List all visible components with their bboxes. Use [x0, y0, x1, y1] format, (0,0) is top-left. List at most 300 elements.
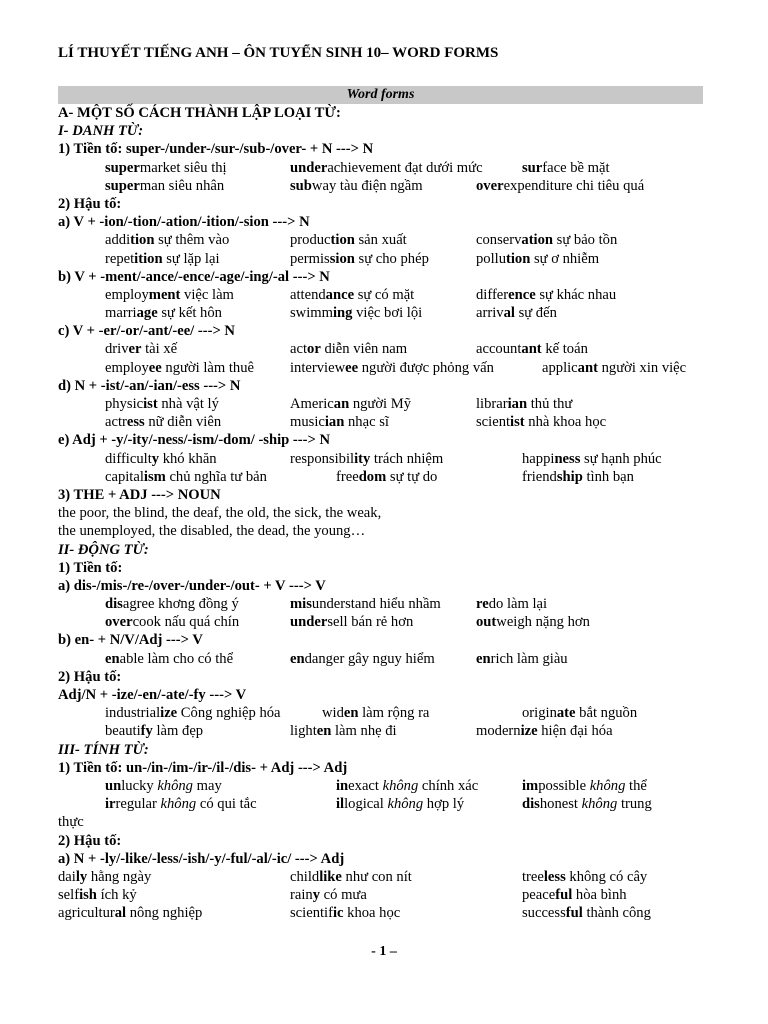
affix-bold: super — [105, 159, 140, 176]
word-rest: lucky — [121, 777, 158, 794]
word-rest: tài xế — [141, 341, 178, 358]
word-stem: repet — [105, 250, 135, 267]
affix-bold: tion — [130, 232, 155, 249]
page-number: - 1 – — [371, 944, 397, 959]
affix-bold: fy — [140, 723, 153, 740]
word-stem: self — [58, 887, 80, 904]
word-rest: hiện đại hóa — [537, 723, 613, 740]
example-cell — [290, 159, 483, 177]
example-cell — [105, 231, 229, 249]
word-rest: có mưa — [320, 887, 367, 904]
rule-heading: b) V + -ment/-ance/-ence/-age/-ing/-al ---> N — [58, 268, 330, 285]
word-rest: tình bạn — [582, 468, 634, 485]
affix-bold: ence — [508, 286, 536, 303]
word-rest: ích kỷ — [96, 887, 137, 904]
word-stem: conserv — [476, 232, 522, 249]
example-row — [58, 177, 703, 195]
affix-bold: ition — [134, 250, 163, 267]
example-cell — [322, 704, 429, 722]
affix-bold: ess — [126, 414, 145, 431]
word-stem: child — [290, 868, 320, 885]
affix-bold: an — [333, 396, 350, 412]
affix-bold: super — [105, 177, 140, 194]
example-cell — [105, 704, 281, 722]
affix-bold: in — [336, 777, 349, 794]
rule-heading: a) V + -ion/-tion/-ation/-ition/-sion ---> N — [58, 214, 310, 231]
rule-heading: 2) Hậu tố: — [58, 832, 122, 849]
word-rest: việc bơi lội — [352, 305, 423, 322]
word-stem: employ — [105, 359, 149, 376]
word-rest: honest — [539, 796, 582, 813]
affix-bold: over — [105, 614, 133, 631]
example-cell — [290, 250, 429, 268]
affix-bold: ir — [105, 796, 116, 813]
word-stem: applic — [542, 359, 578, 376]
word-stem: agricultur — [58, 905, 115, 922]
body-text: the poor, the blind, the deaf, the old, the sick, the weak, — [58, 505, 382, 522]
word-rest: người làm thuê — [161, 359, 254, 376]
word-rest: làm rộng ra — [358, 705, 430, 722]
example-row — [58, 904, 703, 922]
rule-heading: a) N + -ly/-like/-less/-ish/-y/-ful/-al/-ic/ ---> Adj — [58, 850, 345, 867]
word-rest: way tàu điện ngầm — [311, 177, 423, 194]
affix-bold: under — [290, 614, 328, 631]
example-cell — [476, 177, 644, 195]
word-rest: market siêu thị — [139, 159, 227, 176]
word-rest: able làm cho có thể — [119, 650, 234, 667]
word-rest: cook nấu quá chín — [132, 614, 240, 631]
body-text: thực — [58, 814, 84, 831]
word-rest: do làm lại — [488, 596, 548, 613]
word-rest: làm nhẹ đi — [331, 723, 397, 740]
word-stem: driv — [105, 341, 129, 358]
example-cell — [58, 886, 137, 904]
word-rest: người được phỏng vấn — [358, 359, 494, 376]
meaning-rest: thể — [625, 777, 647, 794]
word-rest: hằng ngày — [87, 868, 152, 885]
example-cell — [522, 886, 627, 904]
meaning-rest: may — [192, 777, 222, 794]
word-stem: success — [522, 905, 566, 922]
example-row — [58, 231, 703, 249]
affix-bold: en — [316, 723, 332, 740]
example-cell — [290, 340, 407, 358]
word-rest: kế toán — [541, 341, 588, 358]
example-cell — [476, 340, 588, 358]
example-cell — [522, 159, 610, 177]
word-rest: sự kết hôn — [157, 305, 222, 322]
affix-bold: ment — [148, 286, 181, 303]
word-rest: agree khơng đồng ý — [122, 596, 239, 613]
affix-bold: ing — [332, 305, 353, 322]
example-cell — [105, 650, 233, 668]
affix-bold: or — [307, 341, 321, 358]
word-stem: scient — [476, 414, 511, 431]
word-stem: free — [336, 468, 359, 485]
example-cell — [105, 777, 222, 795]
example-cell — [105, 359, 254, 377]
example-cell — [290, 722, 397, 740]
word-rest: người Mỹ — [349, 396, 412, 412]
word-rest: nhà vật lý — [157, 396, 219, 412]
affix-bold: er — [128, 341, 142, 358]
example-cell — [522, 904, 651, 922]
word-stem: wid — [322, 705, 344, 722]
word-stem: permis — [290, 250, 330, 267]
affix-bold: un — [105, 777, 122, 794]
section-banner: Word forms — [58, 86, 703, 104]
rule-heading: 2) Hậu tố: — [58, 668, 122, 685]
word-rest: chủ nghĩa tư bản — [165, 468, 267, 485]
example-row — [58, 595, 703, 613]
word-stem: difficult — [105, 450, 152, 467]
affix-bold: al — [114, 905, 127, 922]
example-cell — [105, 613, 239, 631]
example-cell — [290, 359, 494, 377]
example-cell — [290, 450, 443, 468]
word-rest: rich làm giàu — [490, 650, 568, 667]
word-stem: act — [290, 341, 308, 358]
word-stem: capital — [105, 468, 144, 485]
example-row — [58, 468, 703, 486]
word-rest: danger gây nguy hiểm — [304, 650, 435, 667]
affix-bold: ic — [332, 905, 344, 922]
meaning-rest: trung — [617, 796, 652, 813]
example-cell — [105, 340, 177, 358]
word-stem: librar — [476, 396, 508, 412]
word-rest: sự thêm vào — [154, 232, 230, 249]
example-row — [58, 250, 703, 268]
affix-bold: mis — [290, 596, 312, 613]
word-stem: differ — [476, 286, 509, 303]
affix-bold: tion — [506, 250, 531, 267]
meaning-italic: không — [581, 796, 618, 813]
example-cell — [476, 595, 547, 613]
word-stem: tree — [522, 868, 544, 885]
word-stem: interview — [290, 359, 346, 376]
example-row — [58, 722, 703, 740]
word-stem: industrial — [105, 705, 161, 722]
word-rest: thủ thư — [527, 396, 573, 412]
meaning-italic: không — [157, 777, 193, 794]
affix-bold: ian — [324, 414, 345, 431]
meaning-rest: chính xác — [418, 777, 479, 794]
affix-bold: ful — [565, 905, 583, 922]
affix-bold: en — [476, 650, 491, 667]
word-rest: nữ diễn viên — [144, 414, 222, 431]
word-rest: nhạc sĩ — [344, 414, 389, 431]
affix-bold: y — [312, 887, 320, 904]
example-cell — [105, 595, 239, 613]
example-cell — [290, 868, 412, 886]
affix-bold: il — [336, 796, 345, 813]
word-rest: diễn viên nam — [320, 341, 408, 358]
word-stem: light — [290, 723, 317, 740]
example-cell — [542, 359, 686, 377]
affix-bold: less — [543, 868, 566, 885]
example-cell — [476, 395, 572, 413]
word-rest: Công nghiệp hóa — [177, 705, 281, 722]
word-stem: responsibil — [290, 450, 355, 467]
example-row — [58, 704, 703, 722]
example-cell — [522, 450, 662, 468]
affix-bold: ation — [521, 232, 554, 249]
affix-bold: re — [476, 596, 489, 613]
example-cell — [290, 286, 414, 304]
word-stem: friend — [522, 468, 557, 485]
example-cell — [105, 468, 267, 486]
example-cell — [522, 868, 647, 886]
affix-bold: ant — [521, 341, 542, 358]
affix-bold: ness — [554, 450, 581, 467]
example-cell — [476, 613, 590, 631]
example-row — [58, 450, 703, 468]
rule-heading: 1) Tiền tố: un-/in-/im-/ir-/il-/dis- + Adj ---> Adj — [58, 759, 348, 776]
word-rest: sự bảo tồn — [553, 232, 618, 249]
word-stem: arriv — [476, 305, 504, 322]
word-stem: physic — [105, 396, 144, 412]
meaning-rest: hợp lý — [423, 796, 465, 813]
word-rest: regular — [115, 796, 161, 813]
example-cell — [105, 450, 217, 468]
example-cell — [290, 650, 435, 668]
affix-bold: ee — [345, 359, 359, 376]
affix-bold: ism — [143, 468, 166, 485]
word-rest: sự cho phép — [354, 250, 429, 267]
word-rest: logical — [344, 796, 388, 813]
example-row — [58, 777, 703, 795]
rule-heading: 2) Hậu tố: — [58, 195, 122, 212]
example-row — [58, 395, 703, 413]
affix-bold: sub — [290, 177, 312, 194]
word-rest: làm đẹp — [152, 723, 204, 740]
affix-bold: ship — [556, 468, 583, 485]
word-rest: nhà khoa học — [524, 414, 607, 431]
word-rest: người xin việc — [597, 359, 687, 376]
affix-bold: sion — [329, 250, 355, 267]
section-heading-adjectives: III- TÍNH TỪ: — [58, 741, 149, 758]
word-rest: sự khác nhau — [535, 286, 617, 303]
example-cell — [522, 704, 637, 722]
rule-heading: e) Adj + -y/-ity/-ness/-ism/-dom/ -ship ---> N — [58, 432, 331, 449]
affix-bold: en — [290, 650, 305, 667]
section-heading-nouns: I- DANH TỪ: — [58, 123, 144, 140]
example-row — [58, 613, 703, 631]
word-rest: không có cây — [565, 868, 648, 885]
rule-heading: c) V + -er/-or/-ant/-ee/ ---> N — [58, 323, 235, 340]
word-rest: man siêu nhân — [139, 177, 225, 194]
affix-bold: en — [105, 650, 120, 667]
word-stem: origin — [522, 705, 557, 722]
word-stem: marri — [105, 305, 137, 322]
affix-bold: ize — [160, 705, 178, 722]
word-rest: sell bán rẻ hơn — [327, 614, 414, 631]
word-rest: achievement đạt dưới mức — [327, 159, 483, 176]
example-cell — [290, 886, 367, 904]
affix-bold: ist — [143, 396, 158, 412]
word-stem: dai — [58, 868, 76, 885]
word-rest: expenditure chi tiêu quá — [503, 177, 645, 194]
affix-bold: ate — [556, 705, 576, 722]
example-cell — [476, 413, 606, 431]
word-stem: scientif — [290, 905, 333, 922]
example-cell — [290, 613, 413, 631]
affix-bold: dis — [522, 796, 540, 813]
example-row — [58, 359, 703, 377]
word-rest: thành công — [582, 905, 651, 922]
word-rest: exact — [348, 777, 383, 794]
word-stem: rain — [290, 887, 313, 904]
example-cell — [105, 304, 222, 322]
example-row — [58, 886, 703, 904]
word-rest: sự lặp lại — [162, 250, 220, 267]
example-row — [58, 650, 703, 668]
example-cell — [290, 304, 422, 322]
word-rest: sự có mặt — [354, 286, 415, 303]
rule-heading: d) N + -ist/-an/-ian/-ess ---> N — [58, 377, 241, 394]
rule-heading: 1) Tiền tố: — [58, 559, 123, 576]
affix-bold: ist — [510, 414, 525, 431]
word-stem: pollu — [476, 250, 506, 267]
word-stem: happi — [522, 450, 555, 467]
affix-bold: under — [290, 159, 328, 176]
word-rest: face bề mặt — [542, 159, 610, 176]
rule-heading: b) en- + N/V/Adj ---> V — [58, 632, 203, 649]
word-rest: trách nhiệm — [370, 450, 444, 467]
word-stem: modern — [476, 723, 521, 740]
word-rest: sự hạnh phúc — [580, 450, 662, 467]
example-cell — [522, 468, 634, 486]
word-stem: produc — [290, 232, 331, 249]
example-cell — [105, 177, 224, 195]
example-cell — [105, 286, 234, 304]
affix-bold: ful — [555, 887, 573, 904]
rule-heading: 1) Tiền tố: super-/under-/sur-/sub-/over- + N ---> N — [58, 141, 374, 158]
example-cell — [105, 159, 227, 177]
example-row — [58, 286, 703, 304]
word-rest: việc làm — [180, 286, 234, 303]
word-rest: khoa học — [343, 905, 401, 922]
example-cell — [290, 231, 407, 249]
rule-heading: a) dis-/mis-/re-/over-/under-/out- + V ---> V — [58, 577, 326, 594]
example-row — [58, 340, 703, 358]
word-rest: sản xuất — [354, 232, 407, 249]
meaning-italic: không — [160, 796, 197, 813]
meaning-italic: không — [387, 796, 424, 813]
affix-bold: ant — [577, 359, 598, 376]
section-heading-a: A- MỘT SỐ CÁCH THÀNH LẬP LOẠI TỪ: — [58, 105, 341, 121]
meaning-italic: không — [589, 777, 626, 794]
word-stem: addi — [105, 232, 131, 249]
word-stem: swimm — [290, 305, 333, 322]
document-title: LÍ THUYẾT TIẾNG ANH – ÔN TUYỂN SINH 10– WORD FORMS — [58, 45, 499, 61]
example-cell — [476, 304, 557, 322]
example-cell — [290, 395, 411, 413]
example-row — [58, 159, 703, 177]
affix-bold: ize — [520, 723, 538, 740]
section-heading-verbs: II- ĐỘNG TỪ: — [58, 541, 149, 558]
meaning-italic: không — [382, 777, 419, 794]
affix-bold: over — [476, 177, 504, 194]
example-cell — [58, 868, 151, 886]
example-cell — [476, 650, 568, 668]
affix-bold: ly — [75, 868, 88, 885]
example-row — [58, 304, 703, 322]
word-rest: bắt nguồn — [575, 705, 638, 722]
word-rest: sự tự do — [386, 468, 438, 485]
affix-bold: im — [522, 777, 539, 794]
affix-bold: sur — [522, 159, 543, 176]
example-cell — [290, 177, 423, 195]
word-rest: weigh nặng hơn — [496, 614, 590, 631]
example-cell — [105, 395, 219, 413]
example-cell — [522, 795, 652, 813]
affix-bold: y — [151, 450, 160, 467]
affix-bold: like — [319, 868, 342, 885]
affix-bold: al — [503, 305, 515, 322]
document-page — [58, 40, 703, 922]
affix-bold: dom — [358, 468, 387, 485]
rule-heading: 3) THE + ADJ ---> NOUN — [58, 486, 221, 503]
word-rest: nông nghiệp — [126, 905, 203, 922]
word-stem: employ — [105, 286, 149, 303]
affix-bold: tion — [330, 232, 355, 249]
example-cell — [58, 904, 202, 922]
word-rest: possible — [538, 777, 590, 794]
word-rest: sự ơ nhiễm — [530, 250, 600, 267]
word-stem: account — [476, 341, 522, 358]
example-cell — [336, 777, 478, 795]
meaning-rest: có qui tắc — [196, 796, 257, 813]
example-cell — [336, 795, 464, 813]
affix-bold: en — [343, 705, 359, 722]
affix-bold: ish — [79, 887, 97, 904]
example-cell — [105, 413, 221, 431]
affix-bold: ian — [507, 396, 528, 412]
example-cell — [476, 722, 613, 740]
word-stem: beauti — [105, 723, 141, 740]
example-cell — [290, 413, 389, 431]
word-stem: attend — [290, 286, 326, 303]
word-rest: khó khăn — [159, 450, 217, 467]
example-row — [58, 868, 703, 886]
example-cell — [290, 904, 400, 922]
example-row — [58, 795, 703, 813]
word-stem: peace — [522, 887, 556, 904]
affix-bold: ance — [325, 286, 355, 303]
word-stem: actr — [105, 414, 127, 431]
word-stem: Americ — [290, 396, 334, 412]
example-cell — [336, 468, 437, 486]
rule-heading: Adj/N + -ize/-en/-ate/-fy ---> V — [58, 687, 247, 703]
example-cell — [522, 777, 647, 795]
example-cell — [105, 250, 220, 268]
word-stem: music — [290, 414, 325, 431]
affix-bold: dis — [105, 596, 123, 613]
word-rest: understand hiểu nhầm — [311, 596, 441, 613]
example-cell — [105, 795, 257, 813]
word-rest: như con nít — [341, 868, 412, 885]
affix-bold: age — [136, 305, 158, 322]
example-cell — [290, 595, 441, 613]
example-cell — [476, 286, 616, 304]
example-cell — [476, 231, 617, 249]
affix-bold: ee — [148, 359, 162, 376]
word-rest: hòa bình — [572, 887, 627, 904]
word-rest: sự đến — [514, 305, 557, 322]
example-row — [58, 413, 703, 431]
body-text: the unemployed, the disabled, the dead, the young… — [58, 523, 366, 540]
